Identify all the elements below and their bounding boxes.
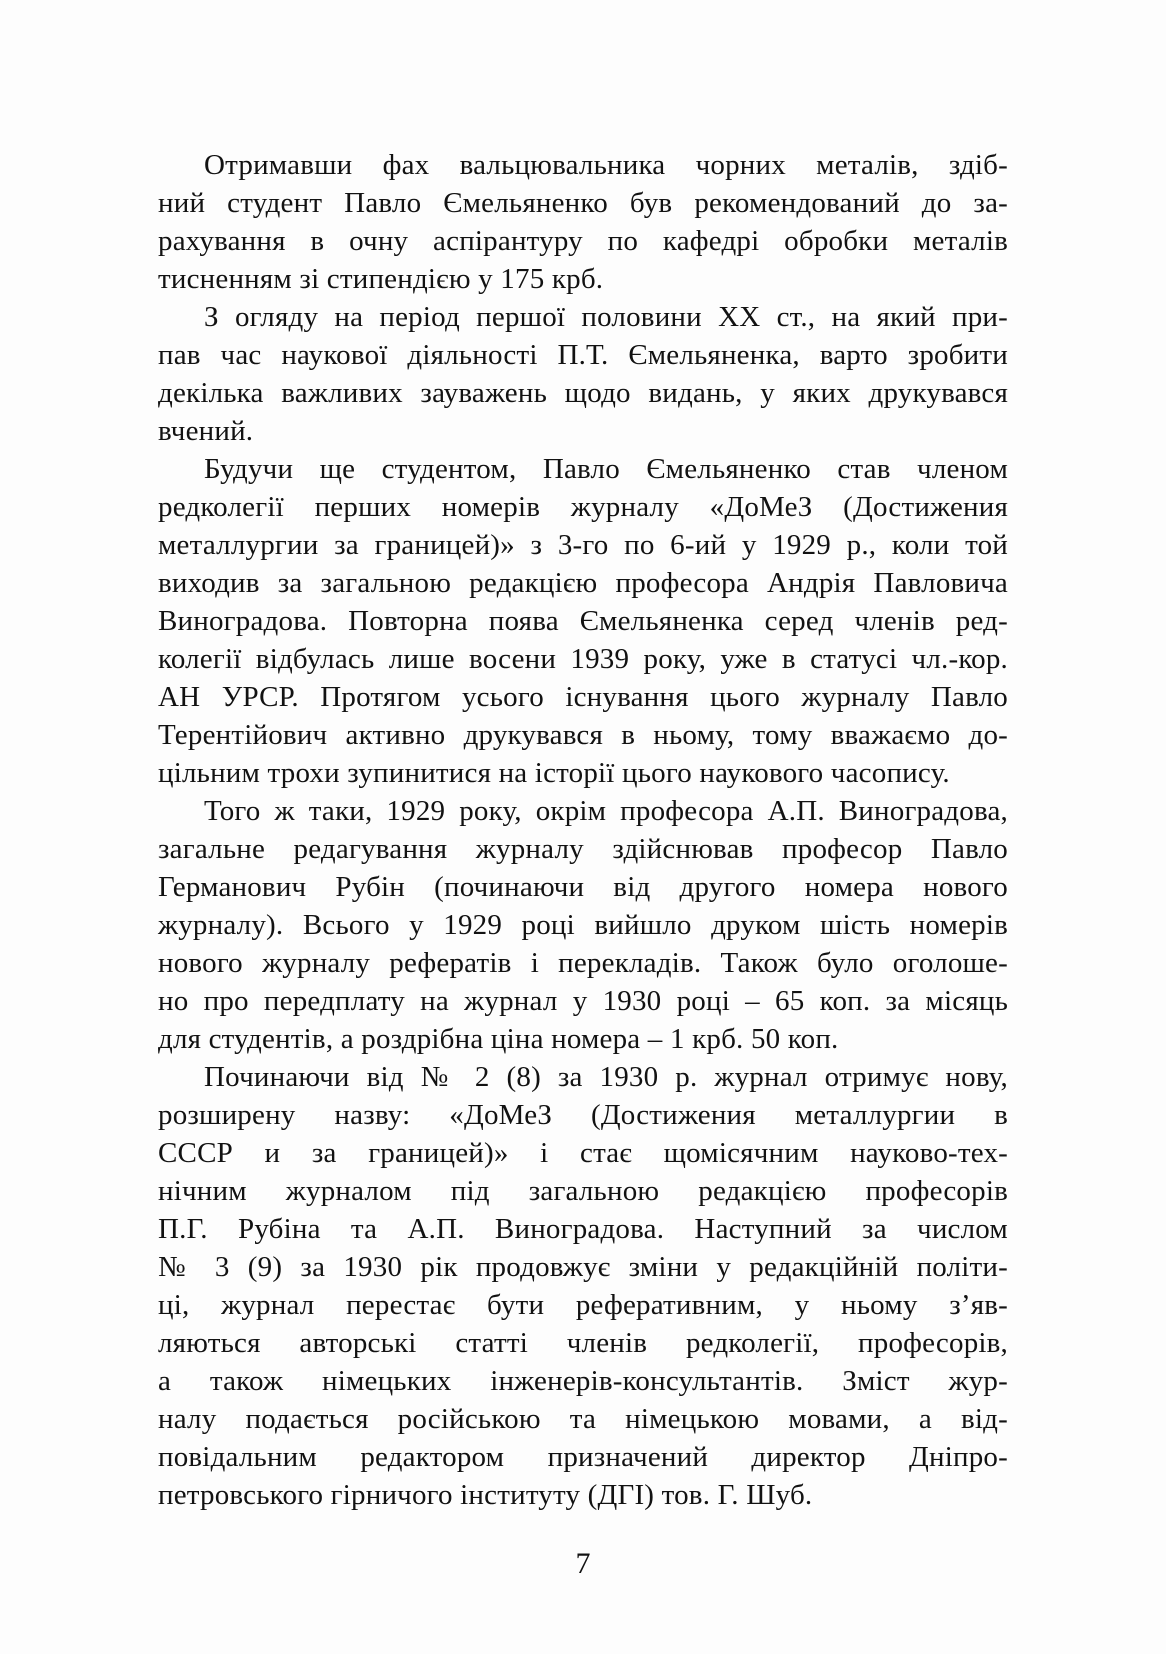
text-line: П.Г. Рубіна та А.П. Виноградова. Наступний за числом bbox=[158, 1213, 1008, 1245]
text-line: петровського гірничого інституту (ДГІ) тов. Г. Шуб. bbox=[158, 1479, 813, 1511]
text-line: Германович Рубін (починаючи від другого номера нового bbox=[158, 871, 1008, 903]
text-line: Отримавши фах вальцювальника чорних металів, здіб- bbox=[204, 149, 1008, 181]
text-line: ці, журнал перестає бути реферативним, у ньому з’яв- bbox=[158, 1289, 1008, 1321]
text-line: налу подається російською та німецькою мовами, а від- bbox=[158, 1403, 1008, 1435]
text-line: ний студент Павло Ємельяненко був рекомендований до за- bbox=[158, 187, 1008, 219]
text-line: № 3 (9) за 1930 рік продовжує зміни у редакційній політи- bbox=[158, 1251, 1008, 1283]
text-line: металлургии за границей)» з 3-го по 6-ий у 1929 р., коли той bbox=[158, 529, 1008, 561]
paragraph bbox=[158, 450, 1008, 792]
text-line: Виноградова. Повторна поява Ємельяненка серед членів ред- bbox=[158, 605, 1008, 637]
text-line: но про передплату на журнал у 1930 році – 65 коп. за місяць bbox=[158, 985, 1008, 1017]
text-line: повідальним редактором призначений директор Дніпро- bbox=[158, 1441, 1008, 1473]
text-line: загальне редагування журналу здійснював професор Павло bbox=[158, 833, 1008, 865]
text-line: Будучи ще студентом, Павло Ємельяненко став членом bbox=[204, 453, 1008, 485]
text-line: вчений. bbox=[158, 415, 254, 447]
text-line: цільним трохи зупинитися на історії цього наукового часопису. bbox=[158, 757, 950, 789]
text-line: АН УРСР. Протягом усього існування цього журналу Павло bbox=[158, 681, 1008, 713]
page-number: 7 bbox=[575, 1547, 591, 1580]
text-line: журналу). Всього у 1929 році вийшло друком шість номерів bbox=[158, 909, 1008, 941]
text-line: тисненням зі стипендією у 175 крб. bbox=[158, 263, 604, 295]
text-line: Починаючи від № 2 (8) за 1930 р. журнал отримує нову, bbox=[204, 1061, 1008, 1093]
text-line: виходив за загальною редакцією професора Андрія Павловича bbox=[158, 567, 1008, 599]
text-line: СССР и за границей)» і стає щомісячним науково-тех- bbox=[158, 1137, 1008, 1169]
text-line: нічним журналом під загальною редакцією професорів bbox=[158, 1175, 1008, 1207]
text-line: розширену назву: «ДоМеЗ (Достижения металлургии в bbox=[158, 1099, 1008, 1131]
paragraph bbox=[158, 298, 1008, 450]
text-line: нового журналу рефератів і перекладів. Також було оголоше- bbox=[158, 947, 1008, 979]
text-line: колегії відбулась лише восени 1939 року, уже в статусі чл.-кор. bbox=[158, 643, 1008, 675]
text-line: Того ж таки, 1929 року, окрім професора А.П. Виноградова, bbox=[204, 795, 1008, 827]
text-line: рахування в очну аспірантуру по кафедрі обробки металів bbox=[158, 225, 1008, 257]
text-line: редколегії перших номерів журналу «ДоМеЗ (Достижения bbox=[158, 491, 1008, 523]
text-line: декілька важливих зауважень щодо видань, у яких друкувався bbox=[158, 377, 1008, 409]
paragraph bbox=[158, 146, 1008, 298]
paragraph bbox=[158, 792, 1008, 1058]
page-text bbox=[158, 146, 1008, 1514]
text-line: а також німецьких інженерів-консультантів. Зміст жур- bbox=[158, 1365, 1008, 1397]
text-line: З огляду на період першої половини ХХ ст., на який при- bbox=[204, 301, 1008, 333]
paragraph bbox=[158, 1058, 1008, 1514]
text-line: Терентійович активно друкувався в ньому, тому вважаємо до- bbox=[158, 719, 1008, 751]
text-line: ляються авторські статті членів редколегії, професорів, bbox=[158, 1327, 1008, 1359]
text-line: для студентів, а роздрібна ціна номера – 1 крб. 50 коп. bbox=[158, 1023, 839, 1055]
text-line: пав час наукової діяльності П.Т. Ємельяненка, варто зробити bbox=[158, 339, 1008, 371]
